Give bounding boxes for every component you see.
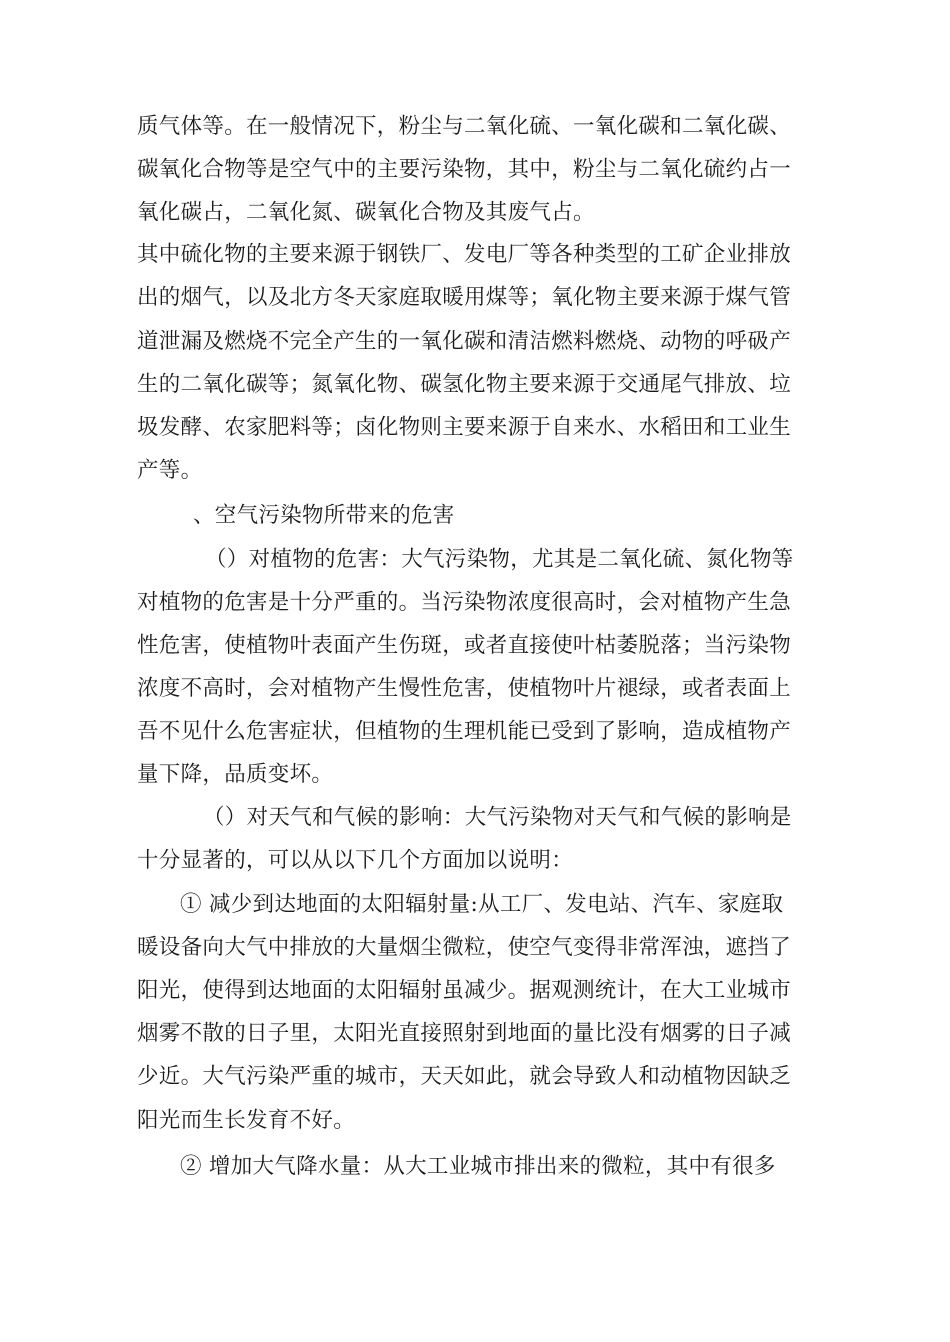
- text-line: 少近。大气污染严重的城市，天天如此，就会导致人和动植物因缺乏: [137, 1064, 792, 1089]
- text-line: 阳光，使得到达地面的太阳辐射虽减少。据观测统计，在大工业城市: [137, 978, 792, 1003]
- text-line: 浓度不高时，会对植物产生慢性危害，使植物叶片褪绿，或者表面上: [137, 676, 792, 701]
- text-line: 十分显著的，可以从以下几个方面加以说明：: [137, 848, 574, 873]
- text-line: 暖设备向大气中排放的大量烟尘微粒，使空气变得非常浑浊，遮挡了: [137, 935, 792, 960]
- text-line: 性危害，使植物叶表面产生伤斑，或者直接使叶枯萎脱落；当污染物: [137, 633, 792, 658]
- text-line: 出的烟气，以及北方冬天家庭取暖用煤等；氧化物主要来源于煤气管: [137, 285, 792, 310]
- text-line: ① 减少到达地面的太阳辐射量:从工厂、发电站、汽车、家庭取: [180, 892, 784, 917]
- text-line: 烟雾不散的日子里，太阳光直接照射到地面的量比没有烟雾的日子减: [137, 1021, 792, 1046]
- text-line: 氧化碳占，二氧化氮、碳氧化合物及其废气占。: [137, 200, 595, 225]
- text-line: 质气体等。在一般情况下，粉尘与二氧化硫、一氧化碳和二氧化碳、: [137, 114, 792, 139]
- text-line: 量下降，品质变坏。: [137, 762, 334, 787]
- text-line: 道泄漏及燃烧不完全产生的一氧化碳和清洁燃料燃烧、动物的呼砐产: [137, 329, 792, 354]
- text-line: 碳氧化合物等是空气中的主要污染物，其中，粉尘与二氧化硫约占一: [137, 157, 792, 182]
- text-line: 对植物的危害是十分严重的。当污染物浓度很高时，会对植物产生急: [137, 590, 792, 615]
- text-line: 产等。: [137, 458, 203, 483]
- text-line: 其中硫化物的主要来源于钢铁厂、发电厂等各种类型的工矿企业排放: [137, 242, 792, 267]
- text-line: ② 增加大气降水量：从大工业城市排出来的微粒，其中有很多: [180, 1154, 776, 1179]
- text-line: （）对植物的危害：大气污染物，尤其是二氧化硫、氮化物等: [205, 547, 794, 572]
- text-line: 吾不见什么危害症状，但植物的生理机能已受到了影响，造成植物产: [137, 719, 792, 744]
- text-line: 圾发酵、农家肥料等；卤化物则主要来源于自来水、水稻田和工业生: [137, 415, 792, 440]
- section-heading: 、空气污染物所带来的危害: [193, 503, 455, 528]
- text-line: 生的二氧化碳等；氮氧化物、碳氢化物主要来源于交通尾气排放、垃: [137, 372, 792, 397]
- text-line: 阳光而生长发育不好。: [137, 1108, 356, 1133]
- text-line: （）对天气和气候的影响：大气污染物对天气和气候的影响是: [203, 805, 792, 830]
